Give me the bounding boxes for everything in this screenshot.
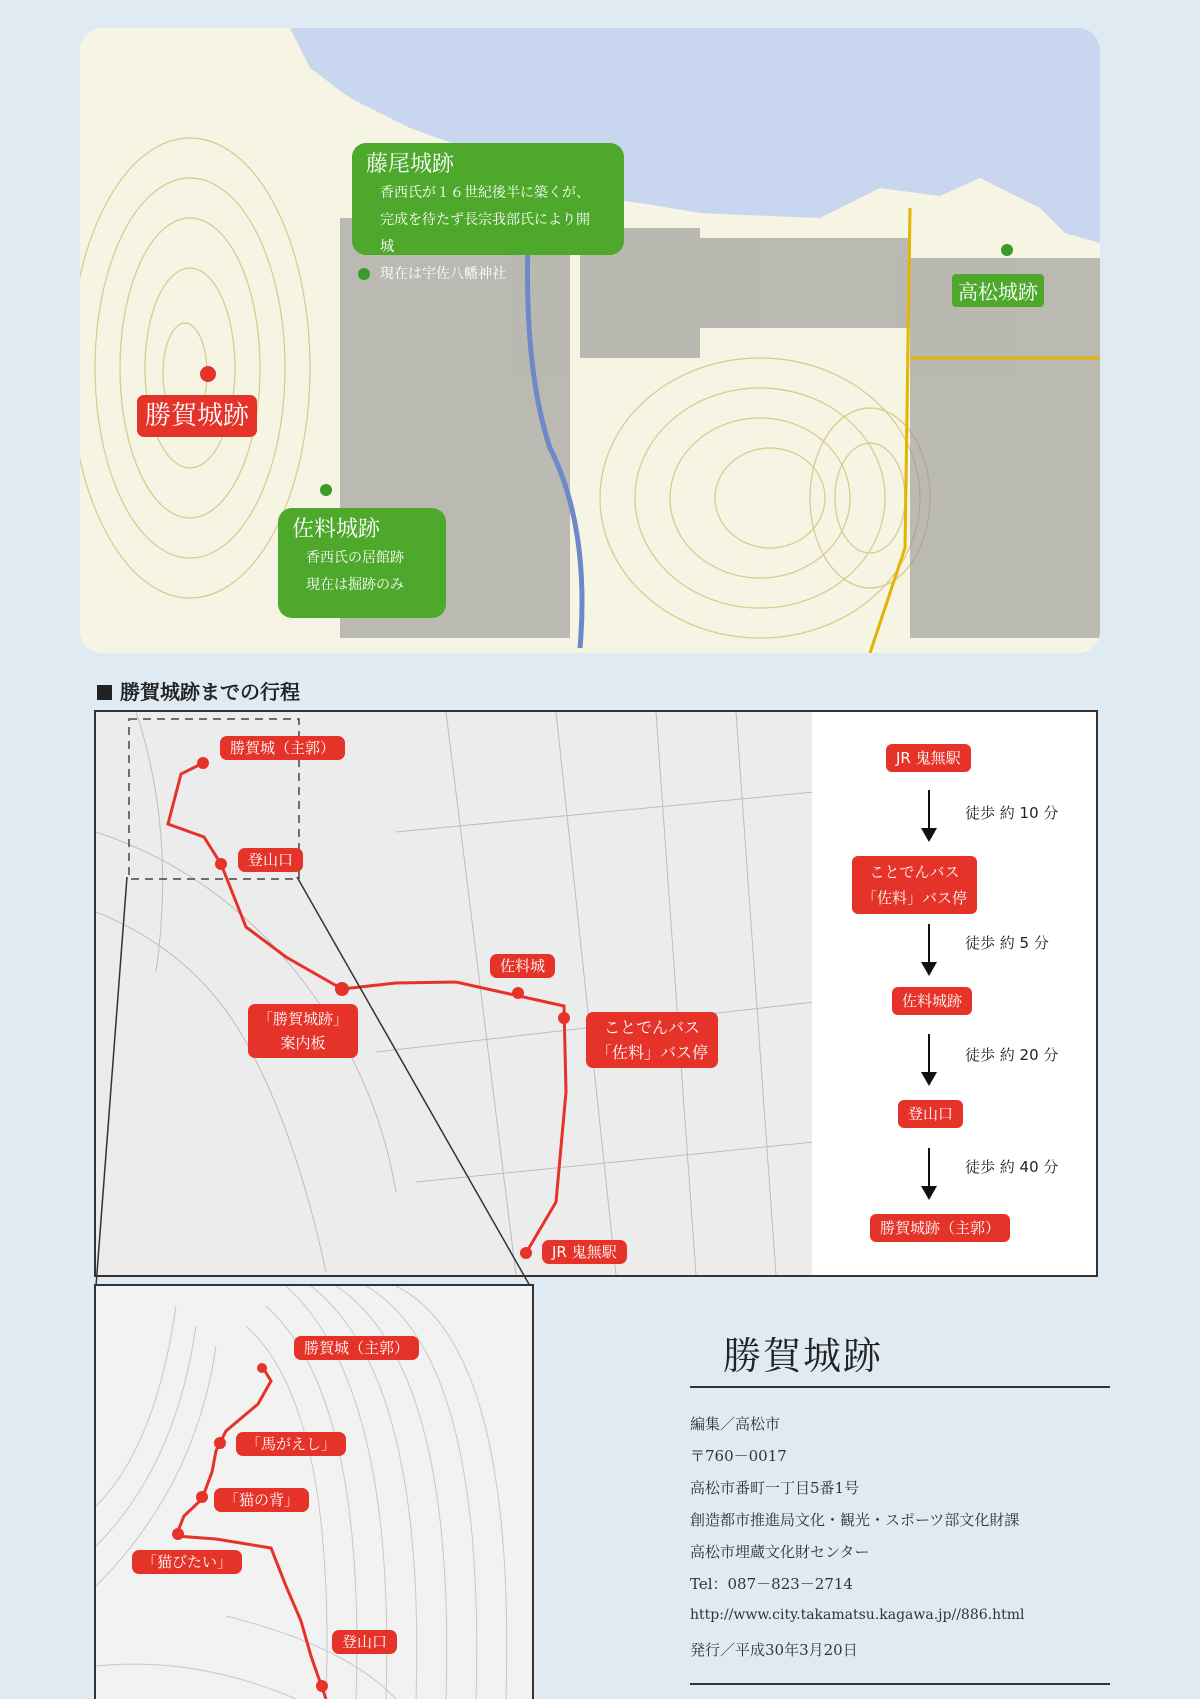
detail-label-summit: 勝賀城（主郭）: [294, 1336, 419, 1360]
colophon-line: 創造都市推進局文化・観光・スポーツ部文化財課: [690, 1511, 1020, 1529]
umagaeshi-marker: [214, 1437, 226, 1449]
colophon-line: 高松市番町一丁目5番1号: [690, 1479, 860, 1497]
route-label-saryo-castle: 佐料城: [490, 954, 555, 978]
colophon-line: 高松市埋蔵文化財センター: [690, 1543, 870, 1561]
walk-time: 徒歩 約 20 分: [965, 1046, 1059, 1064]
saryo-castle-line: 現在は掘跡のみ: [306, 577, 404, 593]
step-label: 登山口: [898, 1100, 963, 1128]
detail-map: [94, 1284, 534, 1699]
route-label-bus-stop: ことでんバス 「佐料」バス停: [586, 1012, 718, 1068]
saryo-castle-title: 佐料城跡: [292, 517, 381, 542]
document-title: 勝賀城跡: [723, 1334, 884, 1378]
route-label-signboard: 「勝賀城跡」 案内板: [248, 1004, 358, 1058]
down-arrow-icon: [928, 1034, 930, 1084]
section-heading-text: 勝賀城跡までの行程: [120, 680, 300, 704]
route-label-trailhead: 登山口: [238, 848, 303, 872]
colophon-line: 発行／平成30年3月20日: [690, 1641, 858, 1659]
colophon-line: 〒760－0017: [690, 1447, 787, 1465]
detail-label-trailhead: 登山口: [332, 1630, 397, 1654]
detail-label-nekobitai: 「猫びたい」: [132, 1550, 242, 1574]
walk-time: 徒歩 約 10 分: [965, 804, 1059, 822]
fujio-castle-title: 藤尾城跡: [366, 152, 455, 177]
colophon-line: Tel：087－823－2714: [690, 1575, 853, 1593]
walk-time: 徒歩 約 40 分: [965, 1158, 1059, 1176]
route-label-summit: 勝賀城（主郭）: [220, 736, 345, 760]
colophon-line: 編集／高松市: [690, 1415, 781, 1433]
nekobitai-marker: [172, 1528, 184, 1540]
fujio-castle-line: 完成を待たず長宗我部氏により開城: [380, 212, 590, 255]
detail-trailhead-marker: [316, 1680, 328, 1692]
bottom-divider: [690, 1683, 1110, 1685]
route-label-station: JR 鬼無駅: [542, 1240, 627, 1264]
saryo-castle-line: 香西氏の居館跡: [306, 550, 404, 566]
route-steps-panel: [812, 710, 1098, 1277]
down-arrow-icon: [928, 1148, 930, 1198]
detail-summit-marker: [257, 1363, 267, 1373]
step-label: 佐料城跡: [892, 987, 972, 1015]
detail-label-umagaeshi: 「馬がえし」: [236, 1432, 346, 1456]
katsuga-castle-label: 勝賀城跡: [137, 395, 257, 437]
walk-time: 徒歩 約 5 分: [965, 934, 1049, 952]
step-label: 勝賀城跡（主郭）: [870, 1214, 1010, 1242]
step-label: JR 鬼無駅: [886, 744, 971, 772]
nekonose-marker: [196, 1491, 208, 1503]
title-divider: [690, 1386, 1110, 1388]
step-label: ことでんバス 「佐料」バス停: [852, 856, 977, 914]
down-arrow-icon: [928, 924, 930, 974]
fujio-castle-line: 香西氏が１６世紀後半に築くが、: [380, 185, 590, 201]
detail-label-nekonose: 「猫の背」: [214, 1488, 309, 1512]
fujio-castle-line: 現在は宇佐八幡神社: [380, 266, 506, 282]
takamatsu-castle-label: 高松城跡: [952, 274, 1044, 307]
down-arrow-icon: [928, 790, 930, 840]
colophon-url[interactable]: http://www.city.takamatsu.kagawa.jp//886.html: [690, 1607, 1025, 1623]
